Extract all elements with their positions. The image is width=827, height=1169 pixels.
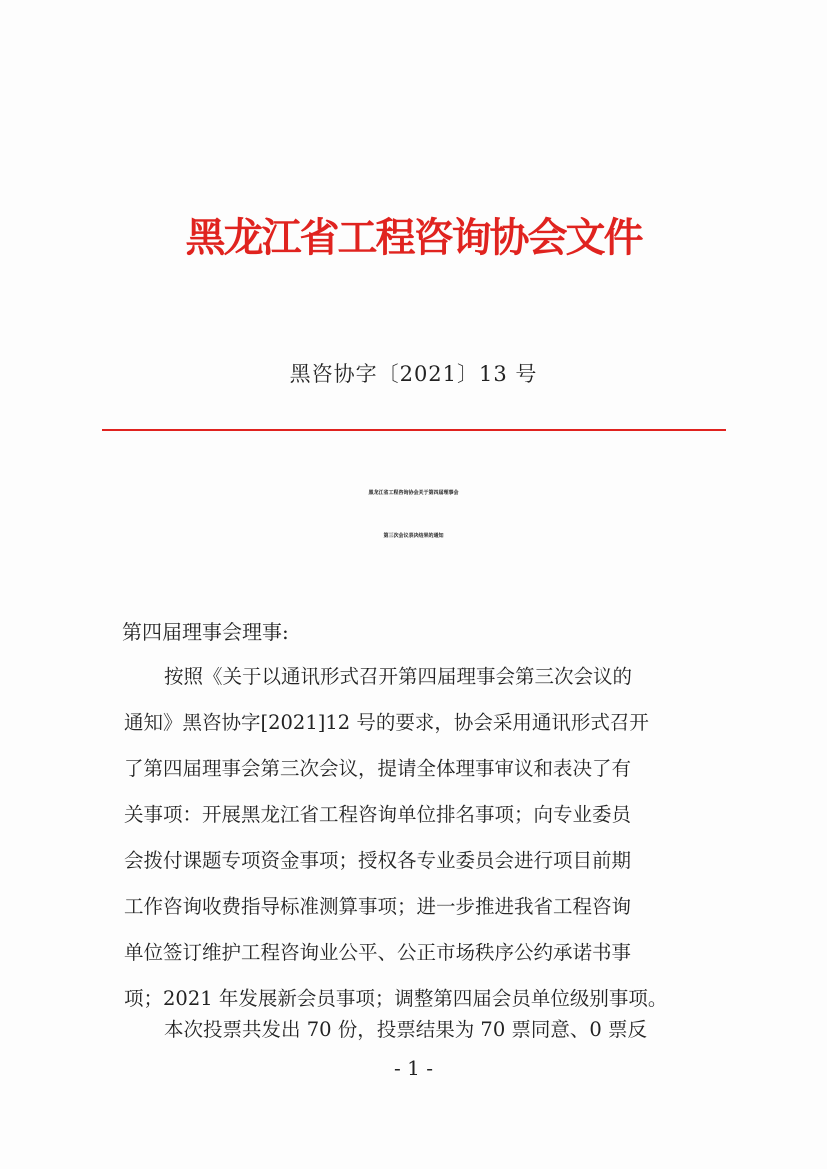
notice-title — [0, 472, 827, 558]
red-divider-line — [102, 429, 726, 431]
notice-title-line-2: 第三次会议表决结果的通知 — [383, 533, 444, 539]
body-line: 项；2021 年发展新会员事项；调整第四届会员单位级别事项。 — [124, 987, 668, 1010]
document-number: 黑咨协字〔2021〕13 号 — [289, 362, 538, 386]
notice-title-line-1: 黑龙江省工程咨询协会关于第四届理事会 — [368, 490, 459, 496]
org-header-title: 黑龙江省工程咨询协会文件 — [185, 215, 642, 261]
body-line: 单位签订维护工程咨询业公平、公正市场秩序公约承诺书事 — [124, 941, 632, 964]
body-line: 本次投票共发出 70 份，投票结果为 70 票同意、0 票反 — [164, 1018, 648, 1041]
body-line: 了第四届理事会第三次会议，提请全体理事审议和表决了有 — [124, 757, 632, 780]
body-line: 按照《关于以通讯形式召开第四届理事会第三次会议的 — [164, 665, 633, 688]
body-line: 关事项：开展黑龙江省工程咨询单位排名事项；向专业委员 — [124, 803, 632, 826]
page-number: - 1 - — [394, 1056, 433, 1080]
body-line: 工作咨询收费指导标准测算事项；进一步推进我省工程咨询 — [124, 895, 632, 918]
salutation: 第四届理事会理事: — [122, 620, 289, 644]
body-line: 会拨付课题专项资金事项；授权各专业委员会进行项目前期 — [124, 849, 632, 872]
body-line: 通知》黑咨协字[2021]12 号的要求，协会采用通讯形式召开 — [124, 711, 649, 734]
